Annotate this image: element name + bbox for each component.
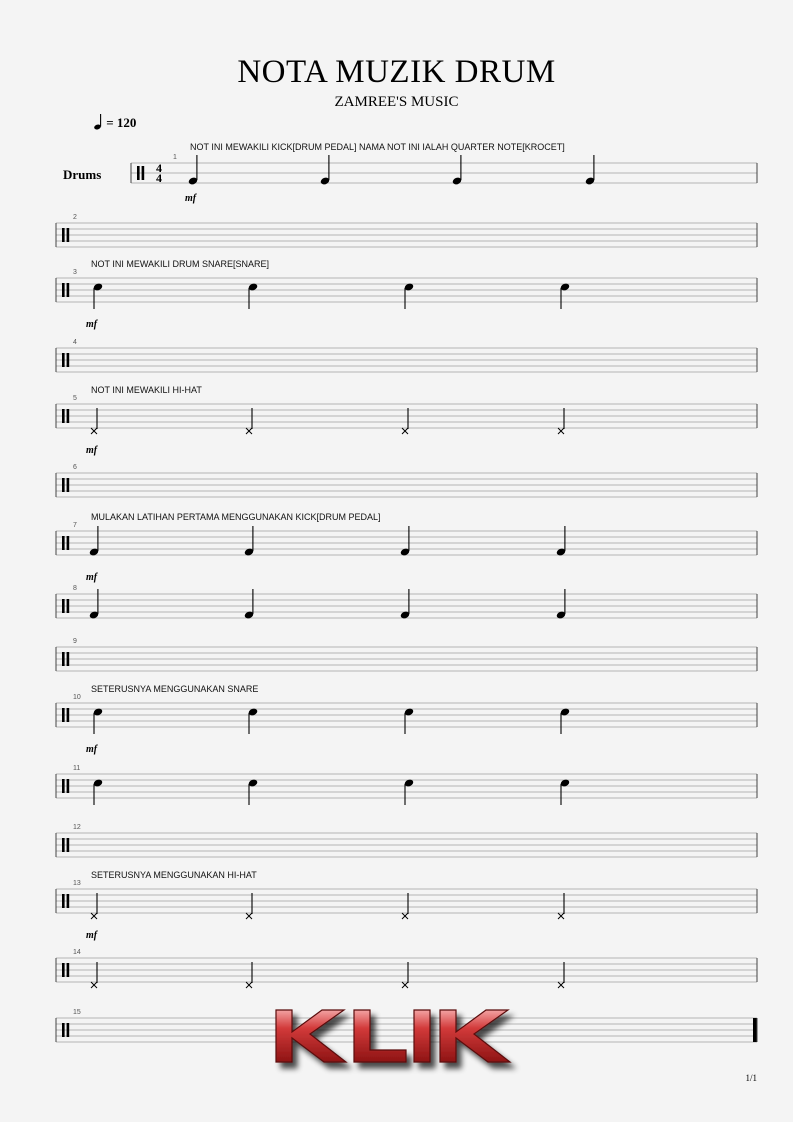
kick-note [244,589,255,620]
percussion-clef-icon [62,894,65,908]
percussion-clef-icon [67,409,70,423]
hihat-note [402,893,408,919]
percussion-clef-icon [62,283,65,297]
dynamic-marking: mf [86,445,98,456]
percussion-clef-icon [67,779,70,793]
percussion-clef-icon [62,409,65,423]
staff-system-6 [56,473,757,497]
measure-number: 3 [73,269,77,276]
measure-number: 10 [73,694,81,701]
percussion-clef-icon [62,353,65,367]
annotation-text: NOT INI MEWAKILI KICK[DRUM PEDAL] NAMA NOT INI IALAH QUARTER NOTE[KROCET] [190,142,565,152]
page-number: 1/1 [745,1073,757,1083]
percussion-clef-icon [62,708,65,722]
staff-system-10 [56,703,757,734]
dynamic-marking: mf [86,572,98,583]
percussion-clef-icon [67,283,70,297]
kick-note [89,526,100,557]
percussion-clef-icon [67,838,70,852]
measure-number: 5 [73,395,77,402]
score-subtitle: ZAMREE'S MUSIC [334,94,459,110]
staff-system-3 [56,278,757,309]
kick-note [244,526,255,557]
klik-watermark[interactable] [262,996,537,1076]
staff-system-2 [56,223,757,247]
measure-number: 6 [73,464,77,471]
percussion-clef-icon [67,652,70,666]
percussion-clef-icon [67,1023,70,1037]
hihat-note [246,408,252,434]
hihat-note [402,962,408,988]
percussion-clef-icon [67,963,70,977]
annotation-text: SETERUSNYA MENGGUNAKAN HI-HAT [91,870,257,880]
kick-note [89,589,100,620]
measure-number: 11 [73,765,81,772]
kick-note [556,526,567,557]
tempo-value: = 120 [106,115,137,130]
percussion-clef-icon [62,478,65,492]
staff-system-14 [56,958,757,988]
annotation-text: NOT INI MEWAKILI HI-HAT [91,385,202,395]
percussion-clef-icon [67,894,70,908]
measure-number: 2 [73,214,77,221]
staff-system-9 [56,647,757,671]
kick-note [556,589,567,620]
hihat-note [558,408,564,434]
percussion-clef-icon [142,166,145,180]
hihat-note [91,962,97,988]
hihat-note [91,408,97,434]
instrument-name: Drums [63,167,102,182]
measure-number: 9 [73,638,77,645]
percussion-clef-icon [67,599,70,613]
hihat-note [402,408,408,434]
percussion-clef-icon [62,1023,65,1037]
staff-system-11 [56,774,757,805]
kick-note [452,155,463,186]
measure-number: 12 [73,824,81,831]
dynamic-marking: mf [86,744,98,755]
hihat-note [91,893,97,919]
staff-system-7 [56,526,757,557]
measure-number: 4 [73,339,77,346]
hihat-note [558,893,564,919]
dynamic-marking: mf [86,930,98,941]
staff-system-13 [56,889,757,919]
hihat-note [558,962,564,988]
staff-system-4 [56,348,757,372]
measure-number: 8 [73,585,77,592]
percussion-clef-icon [62,536,65,550]
measure-number: 13 [73,880,81,887]
measure-number: 14 [73,949,81,956]
percussion-clef-icon [62,838,65,852]
percussion-clef-icon [137,166,140,180]
percussion-clef-icon [62,599,65,613]
kick-note [585,155,596,186]
percussion-clef-icon [62,963,65,977]
score-title: NOTA MUZIK DRUM [237,54,556,90]
measure-number: 1 [173,154,177,161]
measure-number: 7 [73,522,77,529]
kick-note [400,589,411,620]
percussion-clef-icon [62,228,65,242]
dynamic-marking: mf [86,319,98,330]
annotation-text: MULAKAN LATIHAN PERTAMA MENGGUNAKAN KICK[DRUM PEDAL] [91,512,381,522]
percussion-clef-icon [67,478,70,492]
hihat-note [246,893,252,919]
dynamic-marking: mf [185,193,197,204]
time-signature-numerator: 4 [156,161,162,175]
staff-system-12 [56,833,757,857]
staff-system-1 [131,155,757,186]
final-barline [753,1018,757,1042]
hihat-note [246,962,252,988]
percussion-clef-icon [67,536,70,550]
measure-number: 15 [73,1009,81,1016]
percussion-clef-icon [67,353,70,367]
staff-system-5 [56,404,757,434]
kick-note [400,526,411,557]
kick-note [188,155,199,186]
percussion-clef-icon [67,708,70,722]
time-signature-denominator: 4 [156,171,162,185]
kick-note [320,155,331,186]
percussion-clef-icon [62,779,65,793]
staff-system-8 [56,589,757,620]
percussion-clef-icon [67,228,70,242]
percussion-clef-icon [62,652,65,666]
annotation-text: SETERUSNYA MENGGUNAKAN SNARE [91,684,259,694]
annotation-text: NOT INI MEWAKILI DRUM SNARE[SNARE] [91,259,270,269]
